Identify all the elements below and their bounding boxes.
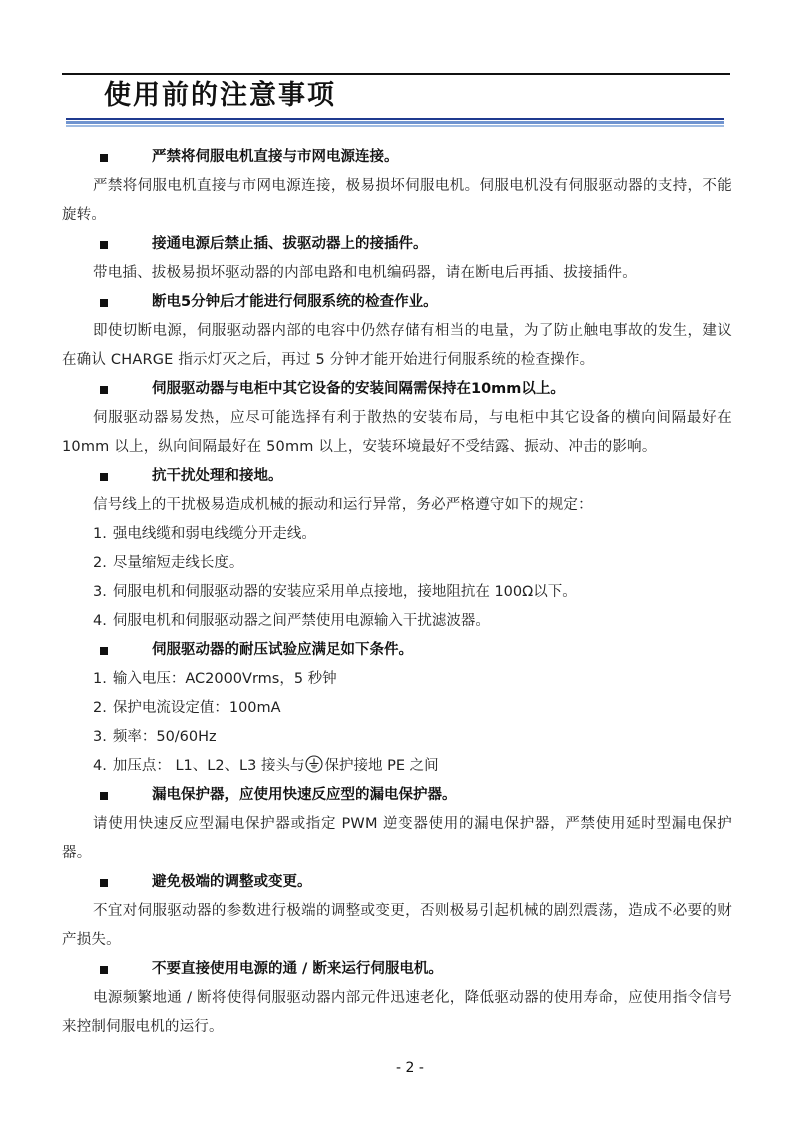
list-item: [62, 607, 732, 636]
page-number: - 2 -: [396, 1060, 424, 1076]
section-heading-text: 抗干扰处理和接地。: [152, 468, 283, 484]
list-item: [62, 520, 732, 549]
square-bullet-icon: [100, 154, 108, 162]
list-item: [62, 549, 732, 578]
section-paragraph: 伺服驱动器易发热，应尽可能选择有利于散热的安装布局，与电柜中其它设备的横向间隔最好在 10mm 以上，纵向间隔最好在 50mm 以上，安装环境最好不受结露、振动、冲击的影响。: [62, 410, 732, 455]
list-item-text: 加压点： L1、L2、L3 接头与: [112, 758, 305, 774]
section-heading: [62, 955, 732, 984]
section-heading-text: 断电5分钟后才能进行伺服系统的检查作业。: [152, 294, 438, 310]
list-item-number: 4.: [93, 613, 107, 629]
list-item: [62, 723, 732, 752]
section-heading-text: 伺服驱动器的耐压试验应满足如下条件。: [152, 642, 413, 658]
section-heading-text: 严禁将伺服电机直接与市网电源连接。: [152, 149, 399, 165]
title-underline-band: [66, 118, 724, 120]
square-bullet-icon: [100, 647, 108, 655]
section-paragraph: 即使切断电源，伺服驱动器内部的电容中仍然存储有相当的电量，为了防止触电事故的发生，建议在确认 CHARGE 指示灯灭之后，再过 5 分钟才能开始进行伺服系统的检查操作。: [62, 323, 732, 368]
section-heading-text: 不要直接使用电源的通 / 断来运行伺服电机。: [152, 961, 443, 977]
list-item: [62, 752, 732, 781]
list-item-number: 3.: [93, 584, 107, 600]
page-title: 使用前的注意事项: [104, 80, 336, 111]
section-heading: [62, 143, 732, 172]
list-item-text: 保护接地 PE 之间: [324, 758, 439, 774]
section-heading: [62, 288, 732, 317]
title-underline-band: [66, 121, 724, 124]
square-bullet-icon: [100, 386, 108, 394]
section-heading: [62, 375, 732, 404]
section-heading: [62, 636, 732, 665]
list-item: [62, 665, 732, 694]
list-item-text: 伺服电机和伺服驱动器的安装应采用单点接地，接地阻抗在 100Ω以下。: [112, 584, 577, 600]
square-bullet-icon: [100, 879, 108, 887]
list-item-text: 输入电压：AC2000Vrms，5 秒钟: [112, 671, 337, 687]
section-heading-text: 伺服驱动器与电柜中其它设备的安装间隔需保持在10mm以上。: [152, 381, 565, 397]
list-item-text: 频率：50/60Hz: [112, 729, 217, 745]
list-item-number: 4.: [93, 758, 107, 774]
square-bullet-icon: [100, 241, 108, 249]
section-heading: [62, 462, 732, 491]
ground-icon: [305, 755, 323, 773]
section-heading-text: 避免极端的调整或变更。: [152, 874, 312, 890]
square-bullet-icon: [100, 299, 108, 307]
list-item-text: 伺服电机和伺服驱动器之间严禁使用电源输入干扰滤波器。: [112, 613, 490, 629]
list-item-number: 3.: [93, 729, 107, 745]
section-paragraph: 严禁将伺服电机直接与市网电源连接，极易损坏伺服电机。伺服电机没有伺服驱动器的支持，不能旋转。: [62, 178, 732, 223]
title-underline-band: [66, 125, 724, 127]
header-rule: [62, 73, 730, 75]
notice-list: [62, 143, 732, 1042]
square-bullet-icon: [100, 473, 108, 481]
list-item-number: 2.: [93, 555, 107, 571]
square-bullet-icon: [100, 966, 108, 974]
section-heading-text: 漏电保护器，应使用快速反应型的漏电保护器。: [152, 787, 457, 803]
list-item-number: 1.: [93, 526, 107, 542]
list-item-text: 保护电流设定值：100mA: [112, 700, 281, 716]
section-heading: [62, 868, 732, 897]
list-item-number: 1.: [93, 671, 107, 687]
list-item-text: 强电线缆和弱电线缆分开走线。: [112, 526, 316, 542]
list-item-number: 2.: [93, 700, 107, 716]
square-bullet-icon: [100, 792, 108, 800]
section-heading: [62, 781, 732, 810]
list-item-text: 尽量缩短走线长度。: [112, 555, 244, 571]
list-item: [62, 578, 732, 607]
section-paragraph: 不宜对伺服驱动器的参数进行极端的调整或变更，否则极易引起机械的剧烈震荡，造成不必要的财产损失。: [62, 903, 732, 948]
section-heading-text: 接通电源后禁止插、拔驱动器上的接插件。: [152, 236, 428, 252]
section-paragraph: 电源频繁地通 / 断将使得伺服驱动器内部元件迅速老化，降低驱动器的使用寿命，应使用指令信号来控制伺服电机的运行。: [62, 990, 732, 1035]
section-paragraph: 请使用快速反应型漏电保护器或指定 PWM 逆变器使用的漏电保护器，严禁使用延时型漏电保护器。: [62, 816, 732, 861]
section-paragraph: 带电插、拔极易损坏驱动器的内部电路和电机编码器，请在断电后再插、拔接插件。: [93, 265, 637, 281]
section-paragraph: 信号线上的干扰极易造成机械的振动和运行异常，务必严格遵守如下的规定：: [93, 497, 593, 513]
list-item: [62, 694, 732, 723]
section-heading: [62, 230, 732, 259]
